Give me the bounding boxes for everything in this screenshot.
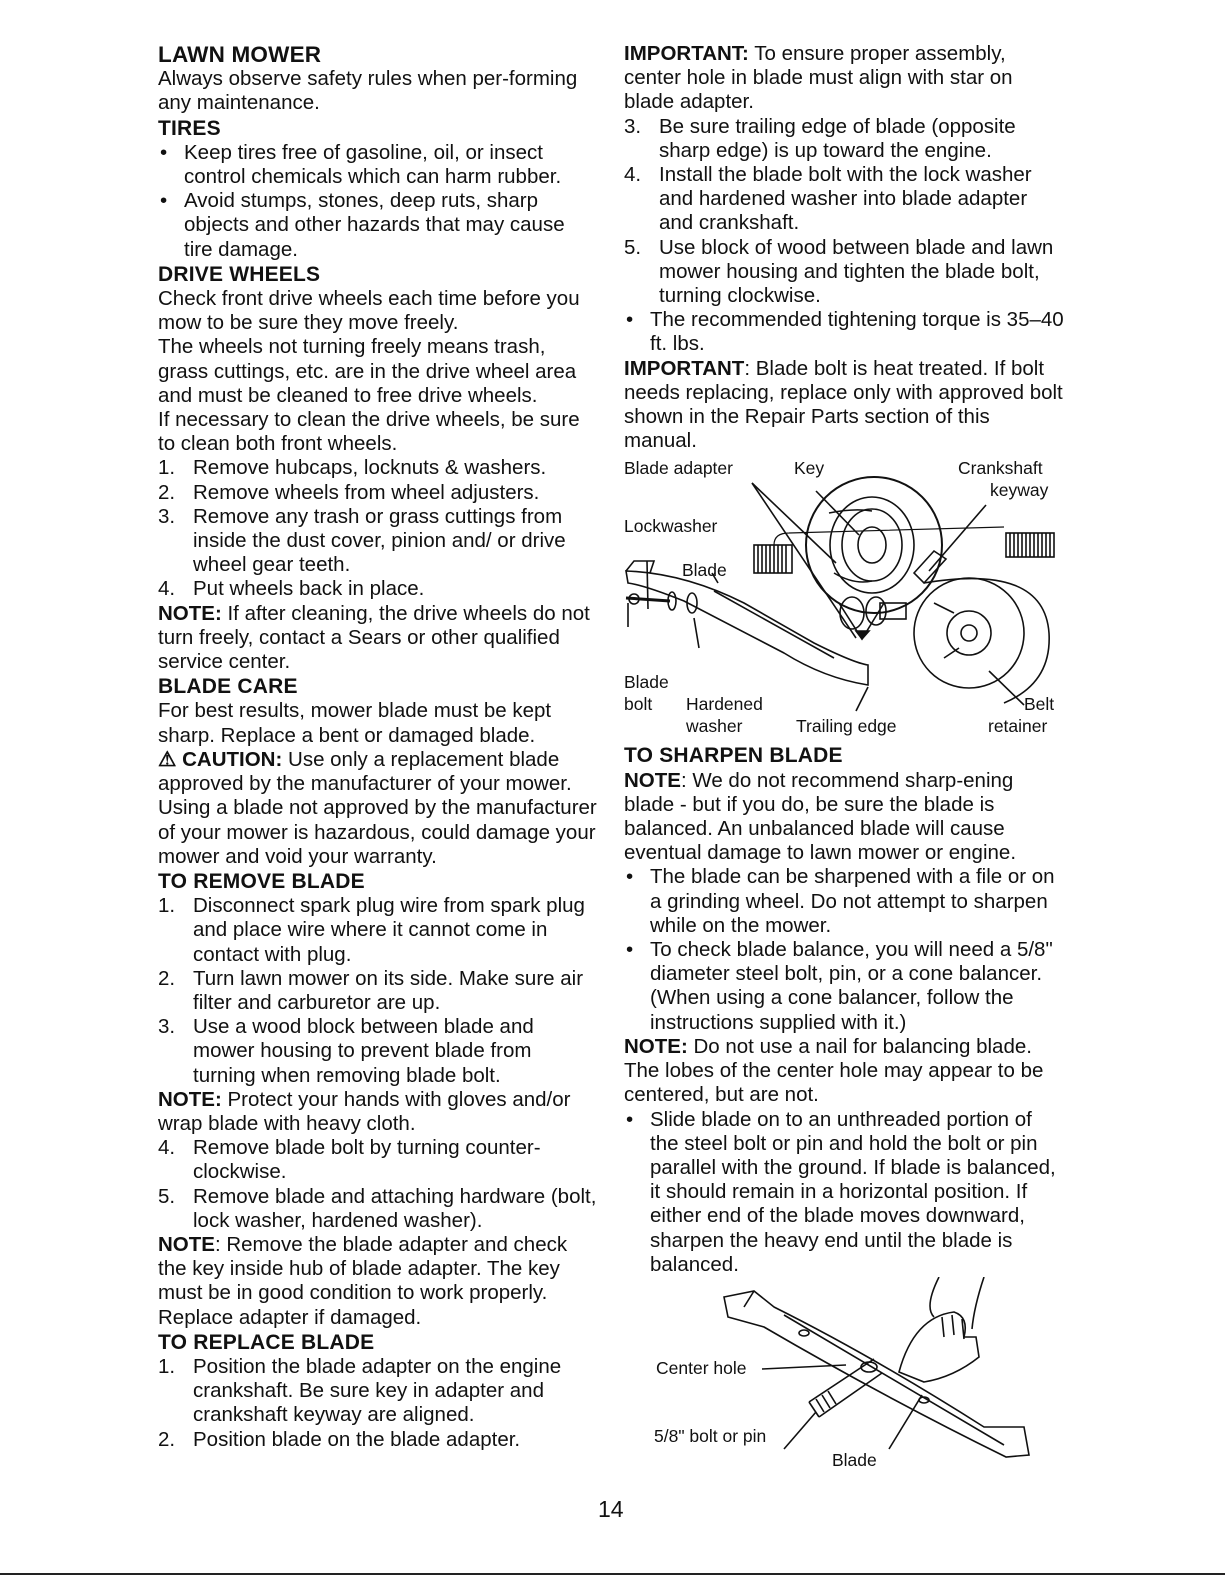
list-item: • The recommended tightening torque is 35–40 ft. lbs. (626, 308, 1064, 356)
blade-assembly-figure (624, 453, 1064, 743)
important-bolt: IMPORTANT: Blade bolt is heat treated. If bolt needs replacing, replace only with approved bolt shown in the Repair Parts section of this manual. (624, 356, 1063, 453)
remove-blade-steps (158, 894, 598, 1088)
note-nail: NOTE: Do not use a nail for balancing blade. The lobes of the center hole may appear to be centered, but are not. (624, 1034, 1044, 1107)
section-title-lawn-mower: LAWN MOWER (158, 42, 322, 67)
label-keyway: keyway (990, 480, 1049, 501)
right-column (624, 42, 1064, 1477)
list-item: 1. Disconnect spark plug wire from spark plug and place wire where it cannot come in contact with plug. (158, 894, 585, 966)
label-blade-bolt-line1: Blade (624, 672, 669, 693)
left-column (158, 42, 598, 1452)
heading-remove-blade: TO REMOVE BLADE (158, 869, 365, 893)
caution-text: ⚠ CAUTION: Use only a replacement blade approved by the manufacturer of your mower. Using a blade not approved by the manufacturer of your mower is hazardous, could damage your mower and void your warranty. (158, 747, 597, 868)
label-retainer: retainer (988, 716, 1048, 737)
list-item: • Slide blade on to an unthreaded portion of the steel bolt or pin and hold the bolt or pin parallel with the ground. If blade is balanced, it should remain in a horizontal position. If either end of the blade moves downward, sharpen the heavy end until the blade is balanced. (626, 1107, 1056, 1276)
drive-wheels-steps (158, 456, 598, 601)
list-item: 3. Use a wood block between blade and mower housing to prevent blade from turning when removing blade bolt. (158, 1015, 534, 1087)
list-item: 5. Use block of wood between blade and lawn mower housing and tighten the blade bolt, turning clockwise. (624, 235, 1054, 308)
list-item: 2. Position blade on the blade adapter. (158, 1427, 521, 1451)
list-item: 4. Put wheels back in place. (158, 577, 425, 601)
label-blade: Blade (832, 1449, 877, 1470)
replace-blade-steps-continued (624, 115, 1064, 309)
list-item: • Keep tires free of gasoline, oil, or insect control chemicals which can harm rubber. (160, 140, 562, 189)
list-item: 4. Remove blade bolt by turning counter-clockwise. (158, 1136, 541, 1184)
list-item: 4. Install the blade bolt with the lock washer and hardened washer into blade adapter and crankshaft. (624, 163, 1032, 235)
list-item: 3. Remove any trash or grass cuttings from inside the dust cover, pinion and/ or drive wheel gear teeth. (158, 504, 566, 577)
label-washer: washer (686, 716, 743, 737)
note-blade-adapter: NOTE: Remove the blade adapter and check the key inside hub of blade adapter. The key must be in good condition to work properly. Replace adapter if damaged. (158, 1232, 568, 1329)
label-trailing-edge: Trailing edge (796, 716, 897, 737)
note-gloves: NOTE: Protect your hands with gloves and/or wrap blade with heavy cloth. (158, 1087, 571, 1135)
tires-list (158, 141, 598, 262)
list-item: 1. Remove hubcaps, locknuts & washers. (158, 456, 547, 480)
heading-drive-wheels: DRIVE WHEELS (158, 262, 321, 286)
paragraph: For best results, mower blade must be kept sharp. Replace a bent or damaged blade. (158, 699, 552, 747)
sharpen-list (624, 865, 1064, 1034)
heading-tires: TIRES (158, 116, 221, 140)
list-item: 3. Be sure trailing edge of blade (opposite sharp edge) is up toward the engine. (624, 114, 1016, 162)
replace-blade-steps (158, 1355, 598, 1452)
page-bottom-rule (0, 1573, 1225, 1575)
list-item: 5. Remove blade and attaching hardware (bolt, lock washer, hardened washer). (158, 1184, 597, 1232)
remove-blade-steps-continued (158, 1136, 598, 1233)
heading-replace-blade: TO REPLACE BLADE (158, 1330, 375, 1354)
list-item: 2. Remove wheels from wheel adjusters. (158, 480, 540, 504)
label-hardened: Hardened (686, 694, 763, 715)
label-center-hole: Center hole (656, 1357, 747, 1378)
note-drive-wheels: NOTE: If after cleaning, the drive wheels do not turn freely, contact a Sears or other qualified service center. (158, 601, 590, 674)
list-item: • To check blade balance, you will need a 5/8" diameter steel bolt, pin, or a cone balancer. (When using a cone balancer, follow the instructions supplied with it.) (626, 938, 1053, 1034)
label-blade: Blade (682, 560, 727, 581)
label-lockwasher: Lockwasher (624, 516, 718, 537)
list-item: • The blade can be sharpened with a file or on a grinding wheel. Do not attempt to sharpen while on the mower. (626, 865, 1055, 937)
label-blade-bolt-line2: bolt (624, 694, 653, 715)
paragraph: The wheels not turning freely means trash, grass cuttings, etc. are in the drive wheel area and must be cleaned to free drive wheels. (158, 335, 577, 407)
label-key: Key (794, 458, 825, 479)
list-item: 2. Turn lawn mower on its side. Make sure air filter and carburetor are up. (158, 966, 584, 1014)
page-number: 14 (598, 1496, 624, 1522)
label-belt: Belt (1024, 694, 1055, 715)
list-item: 1. Position the blade adapter on the engine crankshaft. Be sure key in adapter and crankshaft keyway are aligned. (158, 1354, 562, 1427)
label-blade-adapter: Blade adapter (624, 458, 733, 479)
blade-balance-figure (624, 1277, 1064, 1477)
paragraph: If necessary to clean the drive wheels, be sure to clean both front wheels. (158, 408, 580, 456)
torque-list (624, 308, 1064, 356)
note-sharpening: NOTE: We do not recommend sharp-ening blade - but if you do, be sure the blade is balanced. An unbalanced blade will cause eventual damage to lawn mower or engine. (624, 768, 1017, 865)
important-assembly: IMPORTANT: To ensure proper assembly, center hole in blade must align with star on blade adapter. (624, 42, 1013, 114)
heading-sharpen-blade: TO SHARPEN BLADE (624, 744, 843, 768)
heading-blade-care: BLADE CARE (158, 675, 298, 699)
intro-text: Always observe safety rules when per-forming any maintenance. (158, 67, 578, 115)
balance-list (624, 1108, 1064, 1277)
label-bolt-or-pin: 5/8" bolt or pin (654, 1425, 767, 1446)
warning-icon: ⚠ (158, 747, 177, 771)
label-crankshaft: Crankshaft (958, 458, 1043, 479)
list-item: • Avoid stumps, stones, deep ruts, sharp objects and other hazards that may cause tire damage. (160, 189, 565, 261)
paragraph: Check front drive wheels each time before you mow to be sure they move freely. (158, 287, 580, 335)
